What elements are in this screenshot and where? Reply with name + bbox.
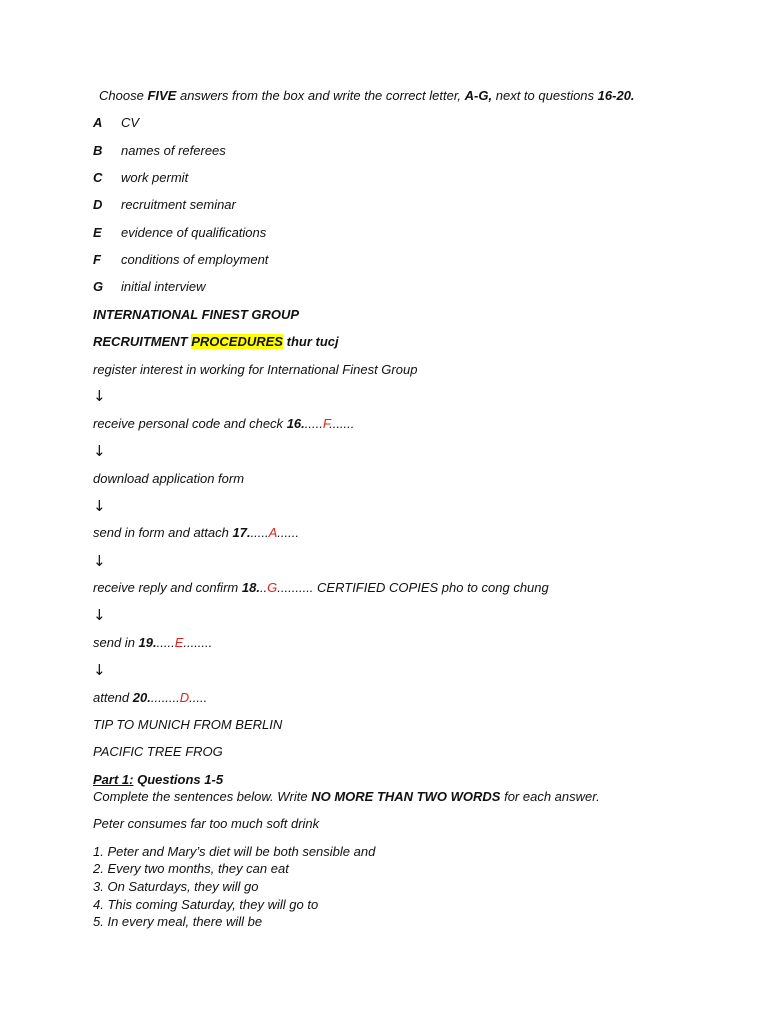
instruction-question-range: 16-20. (597, 88, 635, 103)
instruction-text: next to questions (495, 88, 595, 103)
note-frog: PACIFIC TREE FROG (93, 744, 223, 759)
down-arrow-icon: ↓ (93, 606, 106, 624)
recruitment-heading (93, 334, 339, 350)
option-text: conditions of employment (121, 252, 269, 267)
answer-letter: G (267, 580, 278, 595)
step-question-16 (93, 416, 354, 432)
down-arrow-icon: ↓ (93, 497, 106, 515)
question-number: 19. (138, 635, 157, 650)
group-title: INTERNATIONAL FINEST GROUP (93, 307, 300, 322)
answer-dots: ....... (329, 416, 355, 431)
highlighted-word: PROCEDURES (191, 334, 283, 349)
part1-item: 5. In every meal, there will be (93, 914, 263, 929)
option-a (93, 115, 139, 131)
option-text: recruitment seminar (121, 197, 236, 212)
step-register: register interest in working for International Finest Group (93, 362, 418, 377)
option-letter: A (93, 115, 103, 130)
answer-dots: ...... (277, 525, 299, 540)
option-letter: C (93, 170, 103, 185)
option-b (93, 143, 226, 159)
part-label: Part 1: (93, 772, 134, 787)
question-number: 20. (132, 690, 151, 705)
answer-letter: E (174, 635, 184, 650)
answer-dots: ..... (250, 525, 269, 540)
instruction-line (99, 88, 635, 104)
option-text: work permit (121, 170, 189, 185)
down-arrow-icon: ↓ (93, 661, 106, 679)
answer-dots: .. (259, 580, 268, 595)
answer-letter: F (322, 416, 330, 431)
option-d (93, 197, 236, 213)
part1-item: 4. This coming Saturday, they will go to (93, 897, 319, 912)
step-question-18 (93, 580, 549, 596)
note-trip: TIP TO MUNICH FROM BERLIN (93, 717, 283, 732)
answer-dots: ..... (304, 416, 323, 431)
step-question-20 (93, 690, 207, 706)
instruction-text: answers from the box and write the correct letter, (179, 88, 462, 103)
part1-example: Peter consumes far too much soft drink (93, 816, 320, 831)
instruction-five: FIVE (147, 88, 177, 103)
recruitment-heading-text: RECRUITMENT (93, 334, 188, 349)
instruction-text: Choose (99, 88, 144, 103)
step-text: attend (93, 690, 130, 705)
option-e (93, 225, 266, 241)
part1-item: 1. Peter and Mary’s diet will be both sensible and (93, 844, 376, 859)
option-letter: G (93, 279, 104, 294)
step-text: receive personal code and check (93, 416, 284, 431)
option-letter: B (93, 143, 103, 158)
option-letter: D (93, 197, 103, 212)
recruitment-heading-note: thur tucj (286, 334, 339, 349)
question-number: 17. (232, 525, 251, 540)
answer-letter: D (179, 690, 190, 705)
answer-dots: ........ (150, 690, 180, 705)
instruction-text: Complete the sentences below. Write (93, 789, 308, 804)
option-c (93, 170, 188, 186)
step-download: download application form (93, 471, 245, 486)
instruction-text: for each answer. (504, 789, 600, 804)
answer-letter: A (268, 525, 278, 540)
down-arrow-icon: ↓ (93, 387, 106, 405)
option-text: evidence of qualifications (121, 225, 267, 240)
step-question-17 (93, 525, 299, 541)
instruction-word-limit: NO MORE THAN TWO WORDS (311, 789, 501, 804)
part1-item: 2. Every two months, they can eat (93, 861, 289, 876)
instruction-range: A-G, (464, 88, 493, 103)
option-text: names of referees (121, 143, 226, 158)
step-text: send in (93, 635, 135, 650)
down-arrow-icon: ↓ (93, 552, 106, 570)
answer-dots: ..... (189, 690, 208, 705)
step-text: send in form and attach (93, 525, 229, 540)
down-arrow-icon: ↓ (93, 442, 106, 460)
step-question-19 (93, 635, 212, 651)
option-letter: E (93, 225, 102, 240)
option-text: CV (121, 115, 140, 130)
option-letter: F (93, 252, 101, 267)
question-number: 16. (286, 416, 305, 431)
step-text: receive reply and confirm (93, 580, 239, 595)
part1-instruction (93, 789, 600, 805)
part1-item: 3. On Saturdays, they will go (93, 879, 259, 894)
part-questions: Questions 1-5 (137, 772, 224, 787)
option-g (93, 279, 206, 295)
handwritten-note: CERTIFIED COPIES pho to cong chung (317, 580, 549, 595)
question-number: 18. (241, 580, 260, 595)
answer-dots: .......... (277, 580, 314, 595)
option-text: initial interview (121, 279, 206, 294)
answer-dots: ........ (183, 635, 213, 650)
answer-dots: ..... (156, 635, 175, 650)
option-f (93, 252, 268, 268)
part1-heading (93, 772, 223, 788)
